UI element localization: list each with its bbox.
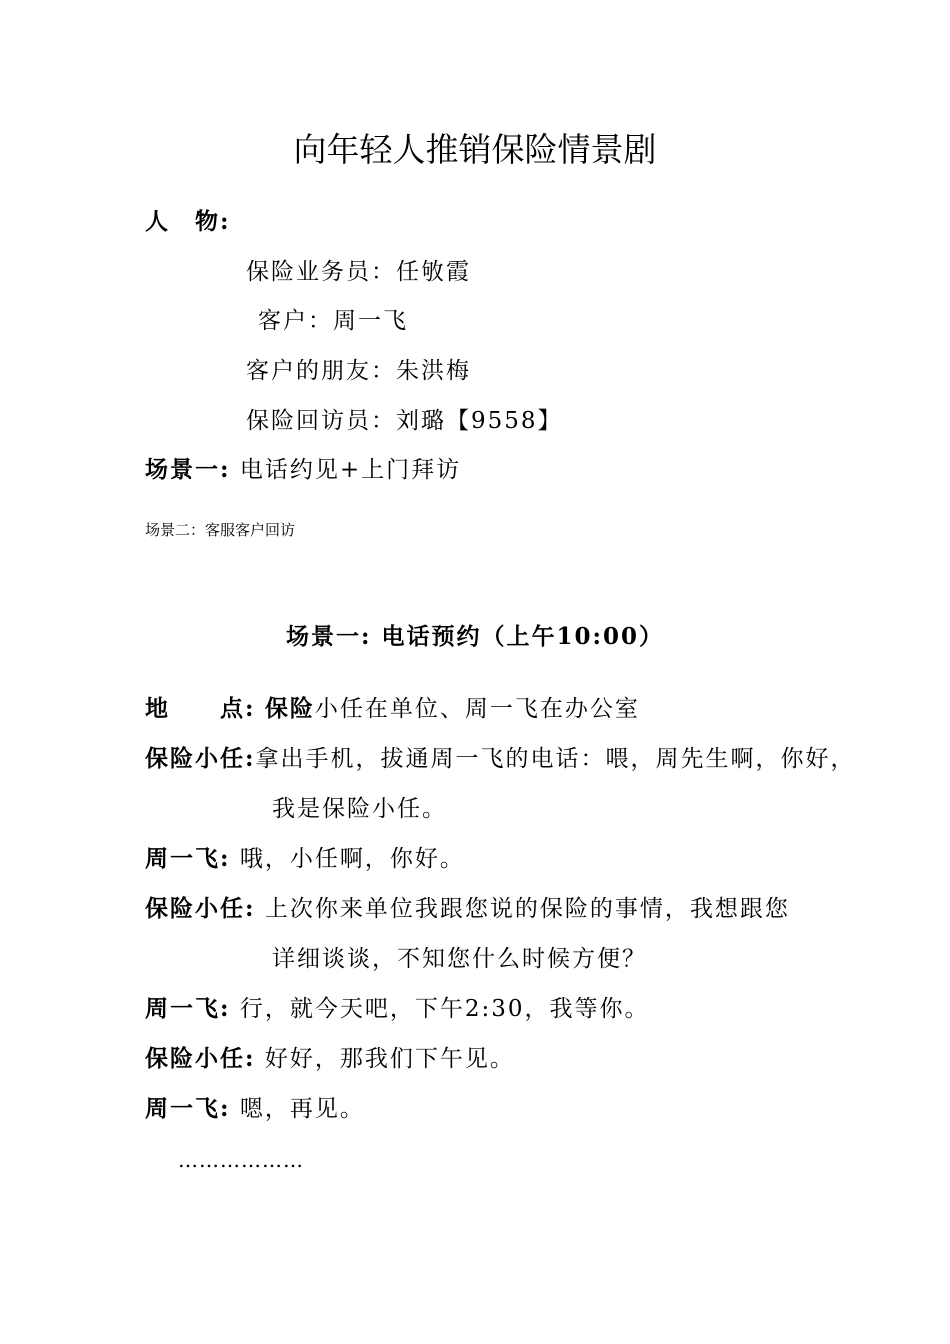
speaker: 周一飞: [145, 995, 231, 1022]
scene2-overview: 场景二：客服客户回访 [145, 521, 296, 539]
scene-heading: 场景一: 电话预约（上午10:00） [285, 623, 664, 650]
dialogue-text: 上次你来单位我跟您说的保险的事情，我想跟您 [264, 896, 790, 922]
dialogue-line [145, 843, 465, 875]
dialogue-line [145, 743, 856, 775]
dialogue-continuation: 我是保险小任。 [272, 796, 447, 822]
location-line [145, 693, 640, 725]
dialogue-text: 行，就今天吧，下午2:30，我等你。 [239, 996, 650, 1022]
character-customer-friend: 客户的朋友：朱洪梅 [246, 358, 471, 384]
document-title: 向年轻人推销保险情景剧 [293, 130, 657, 169]
scene1-overview [145, 454, 461, 486]
speaker: 周一飞: [145, 845, 231, 872]
character-visitor: 保险回访员：刘璐【9558】 [246, 408, 563, 434]
dialogue-text: 拿出手机，拔通周一飞的电话：喂，周先生啊，你好， [255, 746, 856, 772]
character-customer: 客户：周一飞 [258, 308, 408, 334]
location-label: 地 点: [145, 695, 256, 722]
speaker: 保险小任: [145, 745, 256, 772]
characters-heading: 人 物: [145, 208, 231, 235]
character-salesperson: 保险业务员：任敂霞 [246, 259, 471, 285]
location-text: 小任在单位、周一飞在办公室 [314, 696, 640, 722]
scene1-overview-text: 电话约见+上门拜访 [239, 457, 462, 483]
dialogue-line [145, 993, 649, 1025]
speaker: 保险小任: [145, 895, 256, 922]
dialogue-text: 嗯，再见。 [239, 1096, 365, 1122]
scene1-overview-label: 场景一: [145, 456, 231, 483]
speaker: 保险小任: [145, 1045, 256, 1072]
dialogue-text: 好好，那我们下午见。 [264, 1046, 515, 1072]
speaker: 周一飞: [145, 1095, 231, 1122]
ellipsis: ……………… [178, 1148, 304, 1172]
dialogue-continuation: 详细谈谈，不知您什么时候方便？ [272, 946, 647, 972]
dialogue-line [145, 1093, 365, 1125]
dialogue-text: 哦，小任啊，你好。 [239, 846, 465, 872]
dialogue-line [145, 1043, 515, 1075]
dialogue-line [145, 893, 790, 925]
location-bold-part: 保险 [264, 695, 315, 722]
